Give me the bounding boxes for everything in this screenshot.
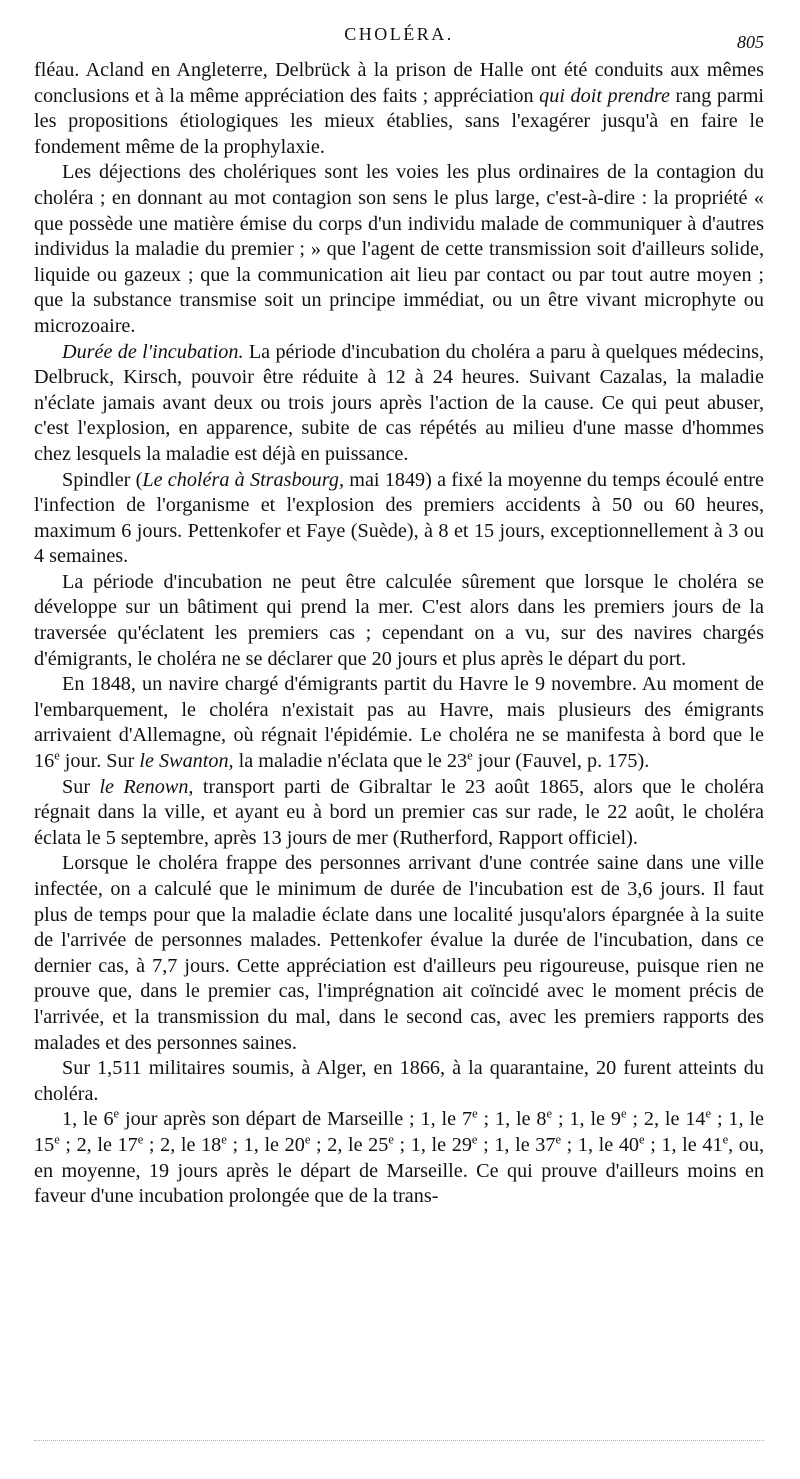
text-run: ; 2, le 25 [310,1133,389,1156]
text-run: transport parti de Gibraltar le 23 août 1865, alors que le choléra régnait dans la ville, et ayant eu à bord un premier cas sur rade, le 22 août, le choléra éclata le 5 septembre, après 13 jours de mer (Rutherford, Rapport officiel). [34,775,765,849]
italic-text: Le choléra à Strasbourg, [142,468,345,491]
italic-text: qui doit prendre [539,84,670,107]
ordinal-suffix: e [54,748,60,763]
text-run: mai 1849) a fixé la moyenne du temps écoulé entre l'infection de l'organisme et l'explosion des premiers accidents à 50 ou 60 heures, maximum 6 jours. Pettenkofer et Faye (Suède), à 8 et 15 jours, exceptionnellement à 3 ou 4 semaines. [34,468,764,568]
ordinal-suffix: e [113,1106,120,1121]
text-run: En 1848, un navire chargé d'émigrants partit du Havre le 9 novembre. Au moment de l'embarquement, le choléra n'existait pas au Havre, mais plusieurs des émigrants arrivaient d'Allemagne, où régnait l'épidémie. Le choléra ne se manifesta à bord que le 16 [34,673,764,773]
ordinal-suffix: e [555,1132,562,1147]
text-run: ; 1, le 37 [477,1133,556,1156]
paragraph [34,851,764,1056]
paragraph [34,672,764,774]
text-run: la maladie n'éclata que le 23 [233,750,468,773]
italic-text: Durée de l'incubation. [62,340,244,363]
ordinal-suffix: e [54,1132,60,1147]
text-run: ; 1, le 29 [393,1133,472,1156]
paragraph [34,775,764,852]
paragraph [34,1107,764,1209]
italic-text: le Renown, [99,775,194,798]
text-run: ; 1, le 9 [552,1108,621,1131]
text-run: Sur 1,511 militaires soumis, à Alger, en 1866, à la quarantaine, 20 furent atteints du choléra. [34,1057,764,1105]
text-run: ; 1, le 8 [477,1108,547,1131]
text-run: ; 2, le 17 [59,1133,138,1156]
ordinal-suffix: e [705,1106,712,1121]
text-run: ; 1, le 15 [34,1108,765,1156]
paragraph [34,1056,764,1107]
text-run: ; 2, le 18 [143,1133,222,1156]
text-run: 1, le 6 [62,1108,114,1131]
ordinal-suffix: e [472,1106,478,1121]
ordinal-suffix: e [639,1132,645,1147]
text-run: rang parmi les propositions étiologiques les mieux établies, sans l'exagérer jusqu'à en faire le fondement même de la prophylaxie. [34,84,765,158]
ordinal-suffix: e [304,1132,311,1147]
text-run: ; 2, le 14 [626,1108,706,1131]
text-run: ; 1, le 20 [226,1133,305,1156]
text-run: La période d'incubation du choléra a paru à quelques médecins, Delbruck, Kirsch, pouvoir être réduite à 12 à 24 heures. Suivant Cazalas, la maladie n'éclate jamais avant deux ou trois jours après l'action de la cause. Ce qui peut abuser, c'est l'explosion, en apparence, subite de cas répétés au milieu d'une masse d'hommes chez lesquels la maladie est déjà en puissance. [34,340,764,465]
running-header [34,24,764,58]
ordinal-suffix: e [137,1132,144,1147]
page-number: 805 [737,32,764,52]
text-run: jour (Fauvel, p. 175). [472,750,650,773]
ordinal-suffix: e [722,1132,729,1147]
paragraph [34,58,764,160]
scan-noise-line [34,1440,764,1442]
text-run: , ou, en moyenne, 19 jours après le départ de Marseille. Ce qui prouve d'ailleurs moins en faveur d'une incubation prolongée que de la trans- [34,1133,765,1208]
text-run: fléau. Acland en Angleterre, Delbrück à la prison de Halle ont été conduits aux mêmes conclusions et à la même appréciation des faits ; appréciation [34,59,764,107]
text-run: Lorsque le choléra frappe des personnes arrivant d'une contrée saine dans une ville infectée, on a calculé que le minimum de durée de l'incubation est de 3,6 jours. Il faut plus de temps pour que la maladie éclate dans une localité jusqu'alors épargnée à la suite de l'arrivée de personnes malades. Pettenkofer évalue la durée de l'incubation, dans ce dernier cas, à 7,7 jours. Cette appréciation est d'ailleurs peu rigoureuse, puisque rien ne prouve que, dans le premier cas, l'imprégnation ait coïncidé avec le moment précis de l'arrivée, et la transmission du mal, dans le second cas, avec les premiers rapports des malades et des personnes saines. [34,852,764,1054]
text-body [34,58,764,1210]
ordinal-suffix: e [620,1106,627,1121]
text-run: Les déjections des cholériques sont les voies les plus ordinaires de la contagion du choléra ; en donnant au mot contagion son sens le plus large, c'est-à-dire : la propriété « que possède une matière émise du corps d'un individu malade de communiquer à d'autres individus la maladie du premier ; » que l'agent de cette transmission soit d'ailleurs solide, liquide ou gazeux ; que la communication ait lieu par contact ou par tout autre moyen ; que la substance transmise soit un principe immédiat, ou un être vivant microphyte ou microzoaire. [34,161,764,337]
text-run: La période d'incubation ne peut être calculée sûrement que lorsque le choléra se développe sur un bâtiment qui prend la mer. C'est alors dans les premiers jours de la traversée qu'éclatent les premiers cas ; cependant on a vu, sur des navires chargés d'émigrants, le choléra ne se déclarer que 20 jours et plus après le départ du port. [34,570,764,670]
text-run: ; 1, le 41 [644,1133,723,1156]
italic-text: le Swanton, [139,750,234,773]
text-run: ; 1, le 40 [561,1133,640,1156]
text-run: jour après son départ de Marseille ; 1, le 7 [119,1108,473,1131]
ordinal-suffix: e [388,1132,394,1147]
text-run: jour. Sur [59,750,140,773]
paragraph [34,468,764,570]
paragraph [34,160,764,339]
ordinal-suffix: e [467,748,473,763]
paragraph [34,340,764,468]
paragraph [34,570,764,672]
ordinal-suffix: e [221,1132,227,1147]
text-run: Spindler ( [62,468,143,491]
ordinal-suffix: e [471,1132,478,1147]
ordinal-suffix: e [546,1106,553,1121]
text-run: Sur [62,775,100,798]
running-title: CHOLÉRA. [344,24,454,44]
